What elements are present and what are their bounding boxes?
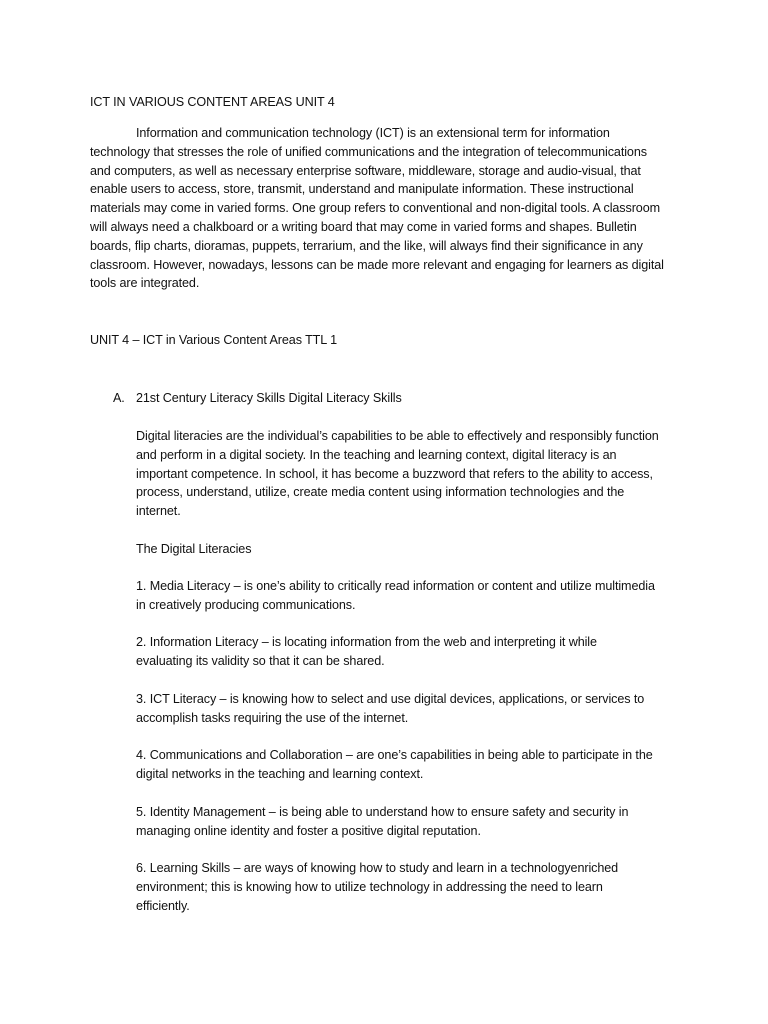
intro-line: Information and communication technology (ICT) is an extensional term for information: [136, 126, 610, 140]
list-item-line: 5. Identity Management – is being able to understand how to ensure safety and security in: [136, 805, 629, 819]
list-item-line: accomplish tasks requiring the use of the internet.: [136, 710, 409, 725]
list-item-learning-skills: [136, 859, 696, 915]
section-paragraph: [136, 427, 696, 521]
unit-heading: UNIT 4 – ICT in Various Content Areas TTL 1: [90, 333, 337, 347]
intro-line: tools are integrated.: [90, 276, 200, 291]
list-item-line: 3. ICT Literacy – is knowing how to select and use digital devices, applications, or services to: [136, 692, 645, 706]
list-item-line: 2. Information Literacy – is locating information from the web and interpreting it while: [136, 635, 597, 649]
list-item-line: 4. Communications and Collaboration – are one’s capabilities in being able to participate in the: [136, 748, 653, 762]
list-item-line: efficiently.: [136, 898, 190, 913]
list-item-information-literacy: [136, 633, 696, 671]
list-item-ict-literacy: [136, 690, 696, 728]
list-item-line: in creatively producing communications.: [136, 597, 356, 612]
document-title: ICT IN VARIOUS CONTENT AREAS UNIT 4: [90, 95, 335, 109]
list-item-line: environment; this is knowing how to utilize technology in addressing the need to learn: [136, 879, 603, 894]
section-title: 21st Century Literacy Skills Digital Literacy Skills: [136, 391, 402, 405]
list-item-identity-management: [136, 803, 696, 841]
intro-line: enable users to access, store, transmit, understand and manipulate information. These instructional: [90, 182, 634, 197]
list-item-line: 6. Learning Skills – are ways of knowing how to study and learn in a technologyenriched: [136, 861, 619, 875]
intro-line: classroom. However, nowadays, lessons can be made more relevant and engaging for learners as digital: [90, 257, 664, 272]
paragraph-line: and perform in a digital society. In the teaching and learning context, digital literacy is an: [136, 447, 617, 462]
section-letter: A.: [113, 391, 125, 405]
sub-heading: The Digital Literacies: [136, 542, 252, 556]
intro-line: and computers, as well as necessary enterprise software, middleware, storage and audio-visual, that: [90, 163, 641, 178]
intro-line: technology that stresses the role of unified communications and the integration of telecommunications: [90, 144, 647, 159]
paragraph-line: process, understand, utilize, create media content using information technologies and the: [136, 485, 625, 500]
intro-line: materials may come in varied forms. One group refers to conventional and non-digital tools. A classroom: [90, 201, 660, 216]
intro-line: will always need a chalkboard or a writing board that may come in varied forms and shapes. Bulletin: [90, 219, 637, 234]
intro-paragraph: [90, 124, 690, 293]
list-item-line: digital networks in the teaching and learning context.: [136, 766, 424, 781]
list-item-line: managing online identity and foster a positive digital reputation.: [136, 823, 481, 838]
list-item-line: evaluating its validity so that it can be shared.: [136, 653, 385, 668]
list-item-media-literacy: [136, 577, 696, 615]
paragraph-line: important competence. In school, it has become a buzzword that refers to the ability to access,: [136, 466, 653, 481]
intro-line: boards, flip charts, dioramas, puppets, terrarium, and the like, will always find their significance in any: [90, 238, 643, 253]
paragraph-line: internet.: [136, 504, 181, 519]
list-item-communications-collaboration: [136, 746, 696, 784]
list-item-line: 1. Media Literacy – is one’s ability to critically read information or content and utilize multimedia: [136, 579, 655, 593]
paragraph-line: Digital literacies are the individual’s capabilities to be able to effectively and responsibly function: [136, 429, 659, 443]
